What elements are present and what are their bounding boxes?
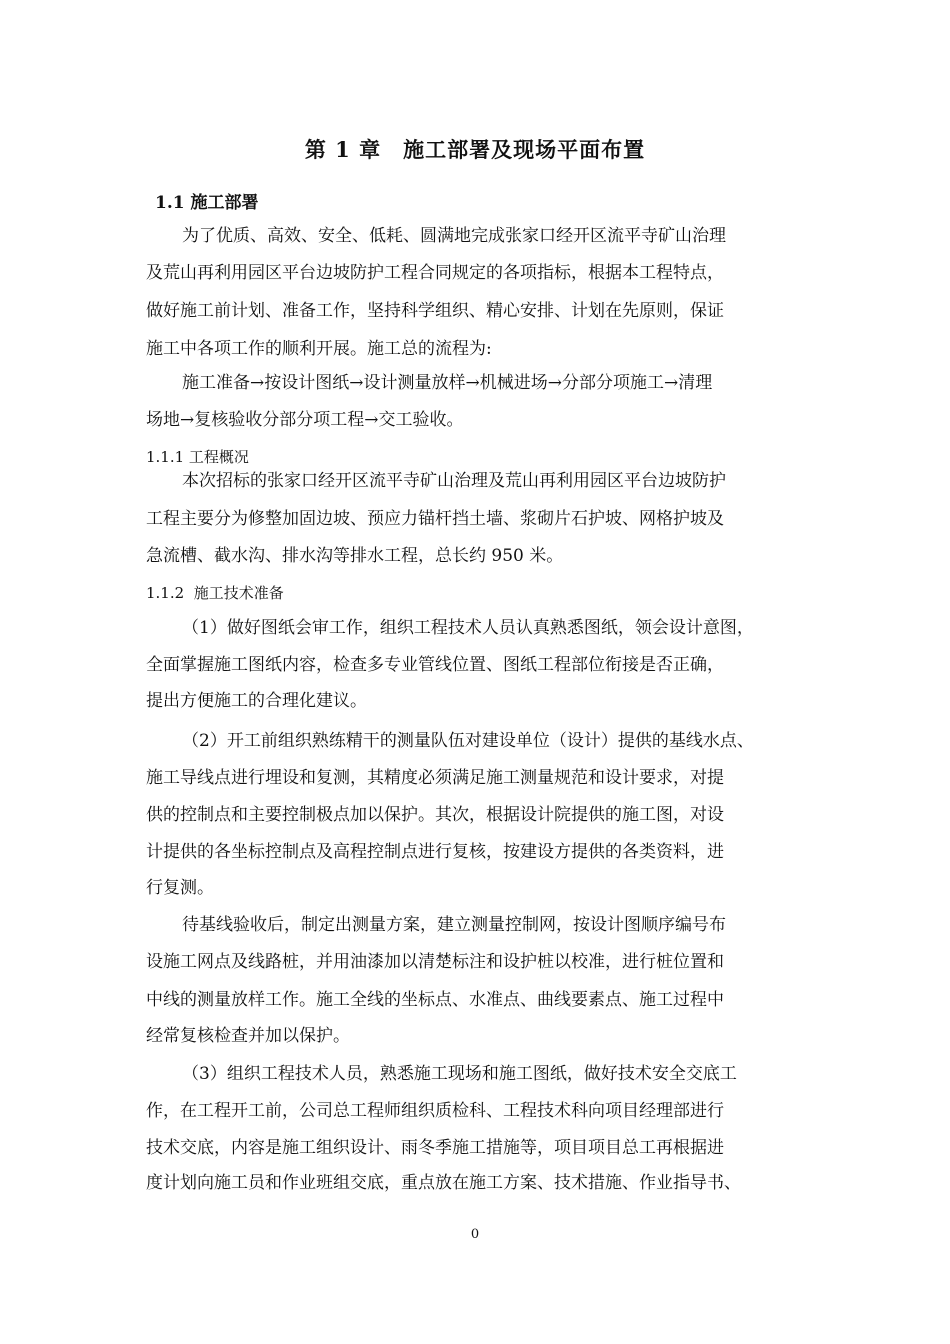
paragraph-line: 经常复核检查并加以保护。 bbox=[146, 1026, 350, 1046]
paragraph-line: 作，在工程开工前，公司总工程师组织质检科、工程技术科向项目经理部进行 bbox=[146, 1101, 724, 1121]
paragraph-line: 技术交底，内容是施工组织设计、雨冬季施工措施等，项目项目总工再根据进 bbox=[146, 1138, 724, 1158]
paragraph-line: 及荒山再利用园区平台边坡防护工程合同规定的各项指标，根据本工程特点， bbox=[146, 263, 724, 283]
section-heading-1-1-2: 1.1.2 施工技术准备 bbox=[146, 584, 284, 602]
paragraph-line: 场地→复核验收分部分项工程→交工验收。 bbox=[146, 410, 464, 430]
paragraph-line: （2）开工前组织熟练精干的测量队伍对建设单位（设计）提供的基线水点、 bbox=[182, 731, 754, 751]
paragraph-line: 待基线验收后，制定出测量方案，建立测量控制网，按设计图顺序编号布 bbox=[182, 915, 726, 935]
paragraph-line: （3）组织工程技术人员，熟悉施工现场和施工图纸，做好技术安全交底工 bbox=[182, 1064, 737, 1084]
paragraph-line: 急流槽、截水沟、排水沟等排水工程，总长约 950 米。 bbox=[146, 546, 564, 566]
paragraph-line: 度计划向施工员和作业班组交底，重点放在施工方案、技术措施、作业指导书、 bbox=[146, 1173, 741, 1193]
paragraph-line: 施工中各项工作的顺利开展。施工总的流程为: bbox=[146, 339, 492, 359]
paragraph-line: 全面掌握施工图纸内容，检查多专业管线位置、图纸工程部位衔接是否正确， bbox=[146, 655, 724, 675]
paragraph-line: 提出方便施工的合理化建议。 bbox=[146, 691, 367, 711]
paragraph-line: 设施工网点及线路桩，并用油漆加以清楚标注和设护桩以校准，进行桩位置和 bbox=[146, 952, 724, 972]
section-heading-1-1: 1.1 施工部署 bbox=[155, 193, 259, 213]
chapter-title: 第 1 章 施工部署及现场平面布置 bbox=[304, 137, 646, 162]
paragraph-line: 施工准备→按设计图纸→设计测量放样→机械进场→分部分项施工→清理 bbox=[182, 373, 713, 393]
paragraph-line: 供的控制点和主要控制极点加以保护。其次，根据设计院提供的施工图，对设 bbox=[146, 805, 724, 825]
paragraph-line: 行复测。 bbox=[146, 878, 214, 898]
paragraph-line: 计提供的各坐标控制点及高程控制点进行复核，按建设方提供的各类资料，进 bbox=[146, 842, 724, 862]
paragraph-line: （1）做好图纸会审工作，组织工程技术人员认真熟悉图纸，领会设计意图， bbox=[182, 618, 754, 638]
paragraph-line: 为了优质、高效、安全、低耗、圆满地完成张家口经开区流平寺矿山治理 bbox=[182, 226, 726, 246]
section-heading-1-1-1: 1.1.1 工程概况 bbox=[146, 448, 249, 466]
paragraph-line: 本次招标的张家口经开区流平寺矿山治理及荒山再利用园区平台边坡防护 bbox=[182, 471, 726, 491]
paragraph-line: 工程主要分为修整加固边坡、预应力锚杆挡土墙、浆砌片石护坡、网格护坡及 bbox=[146, 509, 724, 529]
page-number: 0 bbox=[470, 1227, 480, 1242]
paragraph-line: 中线的测量放样工作。施工全线的坐标点、水准点、曲线要素点、施工过程中 bbox=[146, 990, 724, 1010]
paragraph-line: 施工导线点进行埋设和复测，其精度必须满足施工测量规范和设计要求，对提 bbox=[146, 768, 724, 788]
paragraph-line: 做好施工前计划、准备工作，坚持科学组织、精心安排、计划在先原则，保证 bbox=[146, 301, 724, 321]
